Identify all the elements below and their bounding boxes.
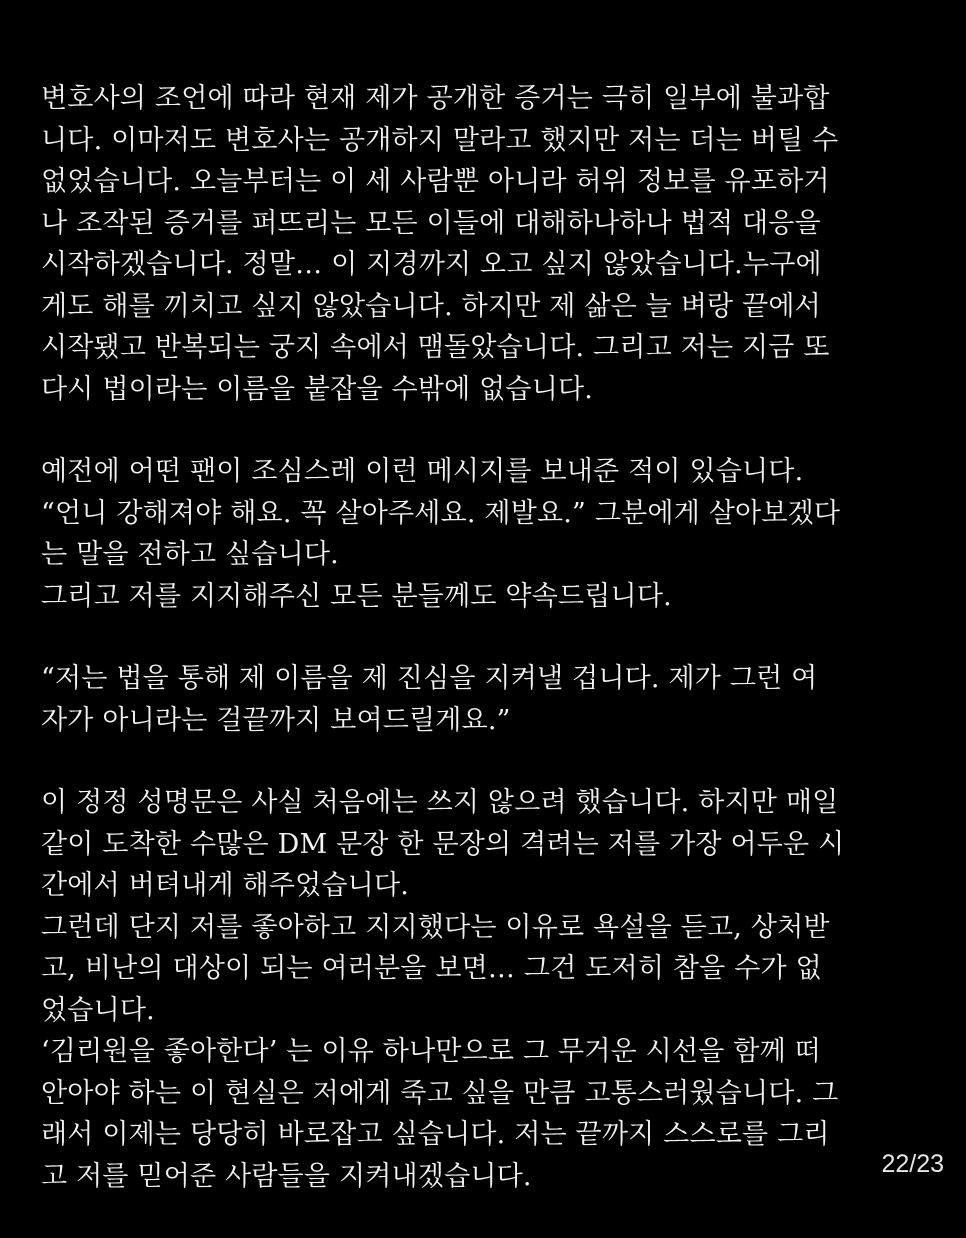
- text-line: 었습니다.: [41, 994, 155, 1026]
- text-line: 시작됐고 반복되는 궁지 속에서 맴돌았습니다. 그리고 저는 지금 또: [41, 332, 830, 363]
- text-line: “언니 강해져야 해요. 꼭 살아주세요. 제발요.” 그분에게 살아보겠다: [41, 497, 841, 529]
- text-line: 그런데 단지 저를 좋아하고 지지했다는 이유로 욕설을 듣고, 상처받: [41, 911, 830, 943]
- text-line: 고, 비난의 대상이 되는 여러분을 보면… 그건 도저히 참을 수가 없: [41, 953, 822, 984]
- text-line: “저는 법을 통해 제 이름을 제 진심을 지켜낼 겁니다. 제가 그런 여: [41, 663, 818, 694]
- text-line: 그리고 저를 지지해주신 모든 분들께도 약속드립니다.: [41, 580, 672, 612]
- text-line: 예전에 어떤 팬이 조심스레 이런 메시지를 보내준 적이 있습니다.: [41, 456, 804, 487]
- statement-body: [41, 78, 941, 1238]
- text-line: 자가 아니라는 걸끝까지 보여드릴게요.”: [41, 704, 511, 736]
- text-line: 게도 해를 끼치고 싶지 않았습니다. 하지만 제 삶은 늘 벼랑 끝에서: [41, 290, 821, 322]
- paragraph-promise-quote: [41, 658, 941, 741]
- text-line: 이 정정 성명문은 사실 처음에는 쓰지 않으려 했습니다. 하지만 매일: [41, 787, 839, 818]
- text-line: 고 저를 믿어준 사람들을 지켜내겠습니다.: [41, 1160, 532, 1192]
- text-line: 안아야 하는 이 현실은 저에게 죽고 싶을 만큼 고통스러웠습니다. 그: [41, 1077, 839, 1109]
- text-line: 는 말을 전하고 싶습니다.: [41, 539, 339, 570]
- text-line: 같이 도착한 수많은 DM 문장 한 문장의 격려는 저를 가장 어두운 시: [41, 828, 845, 860]
- paragraph-fan-message: [41, 451, 941, 617]
- text-line: 다시 법이라는 이름을 붙잡을 수밖에 없습니다.: [41, 373, 594, 405]
- text-line: ‘김리원을 좋아한다’ 는 이유 하나만으로 그 무거운 시선을 함께 떠: [41, 1036, 821, 1067]
- text-line: 니다. 이마저도 변호사는 공개하지 말라고 했지만 저는 더는 버틸 수: [41, 124, 839, 156]
- text-line: 변호사의 조언에 따라 현재 제가 공개한 증거는 극히 일부에 불과합: [41, 83, 830, 114]
- page-number: 22/23: [881, 1150, 944, 1178]
- text-line: 없었습니다. 오늘부터는 이 세 사람뿐 아니라 허위 정보를 유포하거: [41, 166, 830, 197]
- text-line: 시작하겠습니다. 정말… 이 지경까지 오고 싶지 않았습니다.누구에: [41, 249, 822, 280]
- text-line: 래서 이제는 당당히 바로잡고 싶습니다. 저는 끝까지 스스로를 그리: [41, 1119, 830, 1150]
- paragraph-closing: [41, 782, 941, 1197]
- paragraph-legal-action: [41, 78, 941, 410]
- text-line: 간에서 버텨내게 해주었습니다.: [41, 870, 410, 901]
- text-line: 나 조작된 증거를 퍼뜨리는 모든 이들에 대해하나하나 법적 대응을: [41, 207, 821, 239]
